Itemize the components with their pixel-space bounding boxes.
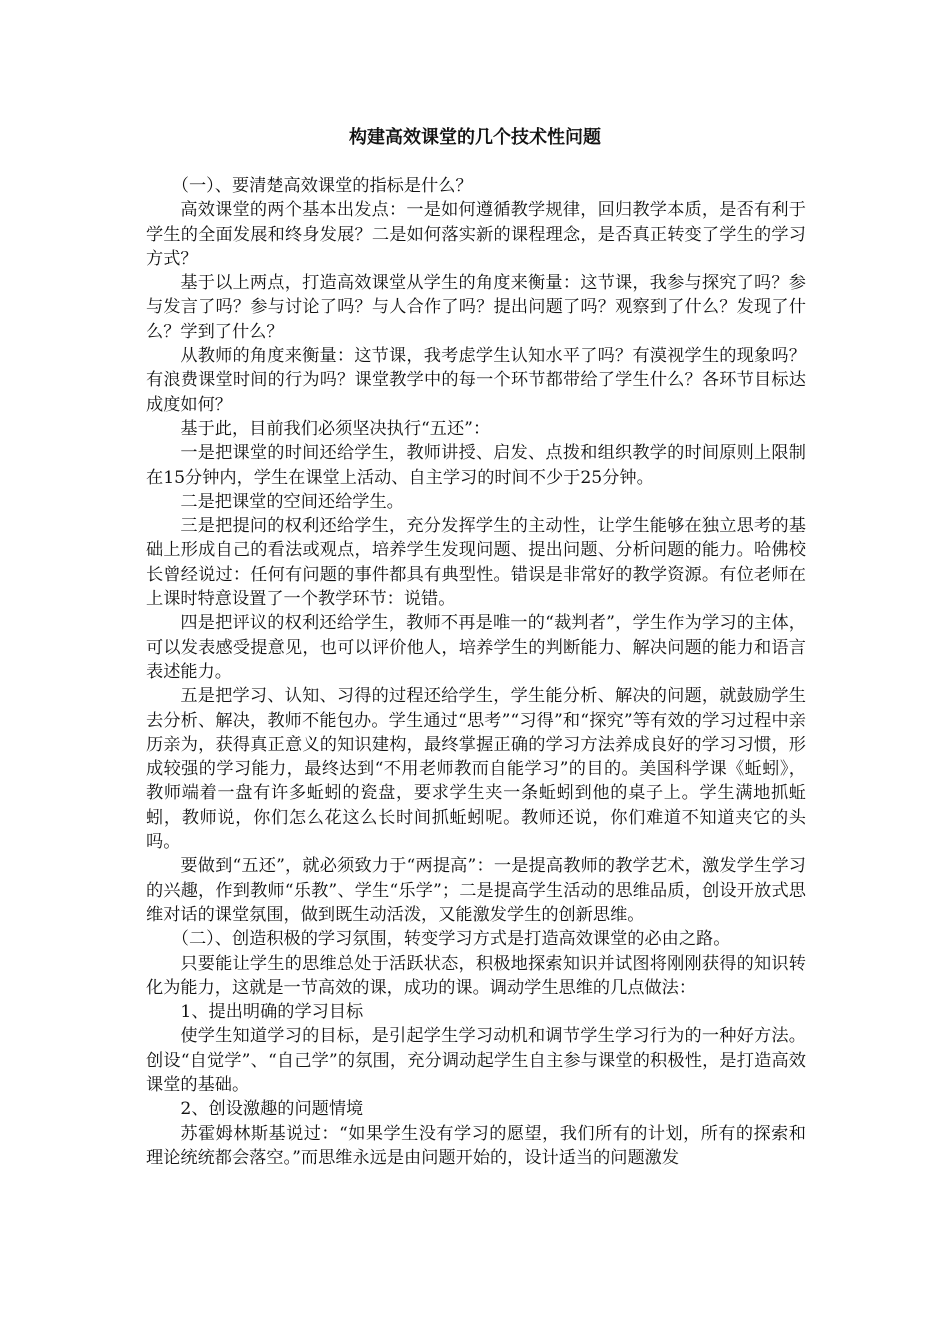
paragraph: 一是把课堂的时间还给学生，教师讲授、启发、点拨和组织教学的时间原则上限制在15分钟内，学生在课堂上活动、自主学习的时间不少于25分钟。 xyxy=(146,443,806,488)
paragraph: 从教师的角度来衡量：这节课，我考虑学生认知水平了吗？有漠视学生的现象吗？有浪费课堂时间的行为吗？课堂教学中的每一个环节都带给了学生什么？各环节目标达成度如何？ xyxy=(146,346,806,415)
paragraph: 二是把课堂的空间还给学生。 xyxy=(180,491,404,512)
paragraph: 五是把学习、认知、习得的过程还给学生，学生能分析、解决的问题，就鼓励学生去分析、解决，教师不能包办。学生通过“思考”“习得”和“探究”等有效的学习过程中亲历亲为，获得真正意义的知识建构，最终掌握正确的学习方法养成良好的学习习惯，形成较强的学习能力，最终达到“不用老师教而自能学习”的目的。美国科学课《蚯蚓》，教师端着一盘有许多蚯蚓的瓷盘，要求学生夹一条蚯蚓到他的桌子上。学生满地抓蚯蚓，教师说，你们怎么花这么长时间抓蚯蚓呢。教师还说，你们难道不知道夹它的头吗。 xyxy=(146,686,806,853)
document-body xyxy=(146,174,806,1170)
section-heading-2: （二）、创造积极的学习氛围，转变学习方式是打造高效课堂的必由之路。 xyxy=(171,929,731,950)
paragraph: 四是把评议的权利还给学生，教师不再是唯一的“裁判者”，学生作为学习的主体，可以发表感受提意见，也可以评价他人，培养学生的判断能力、解决问题的能力和语言表述能力。 xyxy=(146,613,806,682)
subheading: 1、提出明确的学习目标 xyxy=(180,1002,364,1023)
paragraph: 三是把提问的权利还给学生，充分发挥学生的主动性，让学生能够在独立思考的基础上形成自己的看法或观点，培养学生发现问题、提出问题、分析问题的能力。哈佛校长曾经说过：任何有问题的事件都具有典型性。错误是非常好的教学资源。有位老师在上课时特意设置了一个教学环节：说错。 xyxy=(146,516,806,610)
subheading: 2、创设激趣的问题情境 xyxy=(180,1099,364,1120)
paragraph: 只要能让学生的思维总处于活跃状态，积极地探索知识并试图将刚刚获得的知识转化为能力，这就是一节高效的课，成功的课。调动学生思维的几点做法： xyxy=(146,953,806,998)
document-title: 构建高效课堂的几个技术性问题 xyxy=(349,127,601,148)
paragraph: 使学生知道学习的目标，是引起学生学习动机和调节学生学习行为的一种好方法。创设“自觉学”、“自己学”的氛围，充分调动起学生自主参与课堂的积极性，是打造高效课堂的基础。 xyxy=(146,1026,806,1095)
paragraph: 苏霍姆林斯基说过：“如果学生没有学习的愿望，我们所有的计划，所有的探索和理论统统都会落空。”而思维永远是由问题开始的，设计适当的问题激发 xyxy=(146,1123,806,1168)
paragraph: 要做到“五还”，就必须致力于“两提高”：一是提高教师的教学艺术，激发学生学习的兴趣，作到教师“乐教”、学生“乐学”；二是提高学生活动的思维品质，创设开放式思维对话的课堂氛围，做到既生动活泼，又能激发学生的创新思维。 xyxy=(146,856,806,925)
paragraph: 基于此，目前我们必须坚决执行“五还”： xyxy=(180,418,491,439)
paragraph: 高效课堂的两个基本出发点：一是如何遵循教学规律，回归教学本质，是否有利于学生的全面发展和终身发展？二是如何落实新的课程理念，是否真正转变了学生的学习方式？ xyxy=(146,200,806,269)
section-heading-1: （一）、要清楚高效课堂的指标是什么？ xyxy=(171,176,473,196)
paragraph: 基于以上两点，打造高效课堂从学生的角度来衡量：这节课，我参与探究了吗？参与发言了吗？参与讨论了吗？与人合作了吗？提出问题了吗？观察到了什么？发现了什么？学到了什么？ xyxy=(146,273,806,342)
